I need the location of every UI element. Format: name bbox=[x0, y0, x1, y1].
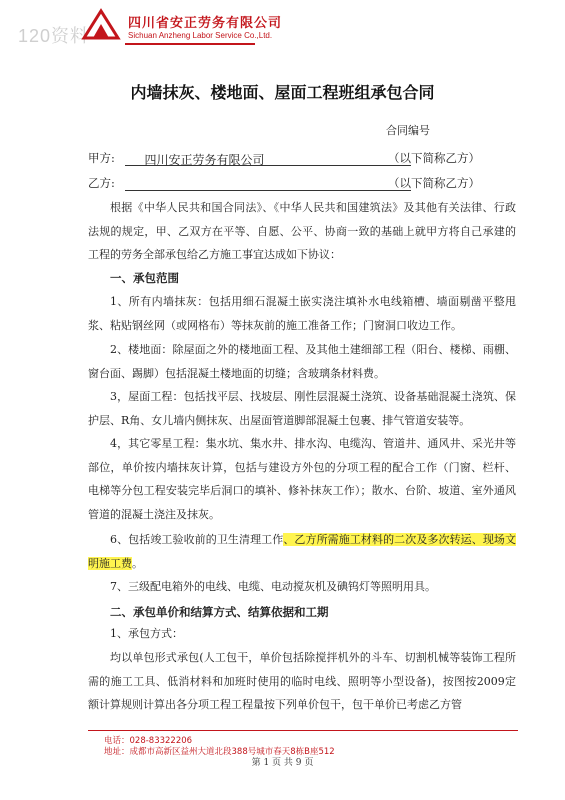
item-2: 2、楼地面：除屋面之外的楼地面工程、及其他土建细部工程（阳台、楼梯、雨棚、窗台面、踢脚）包括混凝土楼地面的切缝；含玻璃条材料费。 bbox=[88, 343, 516, 380]
page-number: 第 1 页 共 9 页 bbox=[251, 758, 314, 768]
party-b-note: （以下简称乙方） bbox=[388, 176, 480, 190]
intro-paragraph: 根据《中华人民共和国合同法》、《中华人民共和国建筑法》及其他有关法律、行政法规的规定，甲、乙双方在平等、自愿、公平、协商一致的基础上就甲方将自己承建的工程的劳务全部承包给乙方施工事宜达成如下协议： bbox=[88, 201, 516, 261]
item-6-highlight: 、乙方所需施工材料的二次及多次转运、现场文明施工费 bbox=[88, 533, 517, 570]
party-b-label: 乙方: bbox=[88, 176, 115, 190]
watermark-text: 120资料 bbox=[18, 26, 90, 46]
item-4: 4，其它零星工程：集水坑、集水井、排水沟、电缆沟、管道井、通风井、采光井等部位，单价按内墙抹灰计算，包括与建设方外包的分项工程的配合工作（门窗、栏杆、电梯等分包工程安装完毕后洞口的填补、修补抹灰工作）；散水、台阶、坡道、室外通风管道的混凝土浇注及抹灰。 bbox=[88, 437, 516, 521]
company-name-en: Sichuan Anzheng Labor Service Co.,Ltd. bbox=[128, 31, 273, 40]
sub-item-1: 1、承包方式： bbox=[110, 627, 183, 640]
party-a-label: 甲方: bbox=[88, 151, 115, 165]
item-6 bbox=[88, 528, 516, 575]
party-b-value bbox=[125, 176, 411, 191]
header-divider bbox=[125, 43, 255, 45]
item-1: 1、所有内墙抹灰：包括用细石混凝土嵌实浇注填补水电线箱槽、墙面剔凿平整甩浆、粘贴钢丝网（或网格布）等抹灰前的施工准备工作；门窗洞口收边工作。 bbox=[88, 295, 516, 332]
company-name-cn: 四川省安正劳务有限公司 bbox=[128, 16, 283, 31]
footer-divider bbox=[88, 730, 518, 731]
contract-terms-paragraph: 均以单包形式承包(人工包干，单价包括除搅拌机外的斗车、切割机械等装饰工程所需的施工工具、低消材料和加班时使用的临时电线、照明等小型设备)，按图按2009定额计算规则计算出各分项工程工程量按下列单价包干，包干单价已考虑乙方管 bbox=[88, 651, 516, 711]
item-6-end: 。 bbox=[132, 556, 143, 570]
document-title: 内墙抹灰、楼地面、屋面工程班组承包合同 bbox=[130, 83, 435, 102]
section-1-heading: 一、承包范围 bbox=[110, 271, 179, 285]
party-b-row bbox=[88, 175, 480, 191]
item-6-text: 6、包括竣工验收前的卫生清理工作 bbox=[110, 533, 284, 546]
section-2-heading: 二、承包单价和结算方式、结算依据和工期 bbox=[110, 605, 329, 619]
footer-address: 地址：成都市高新区益州大道北段388号城市春天8栋B座512 bbox=[104, 747, 335, 757]
footer-phone: 电话：028-83322206 bbox=[104, 736, 193, 746]
party-a-note: （以下简称乙方） bbox=[388, 151, 480, 165]
party-a-row bbox=[88, 150, 480, 167]
party-a-value: 四川安正劳务有限公司 bbox=[125, 151, 411, 166]
item-7: 7、三级配电箱外的电线、电缆、电动搅灰机及碘钨灯等照明用具。 bbox=[110, 580, 436, 593]
contract-number-label: 合同编号 bbox=[386, 124, 430, 137]
item-3: 3，屋面工程：包括找平层、找坡层、刚性层混凝土浇筑、设备基础混凝土浇筑、保护层、R角、女儿墙内侧抹灰、出屋面管道脚部混凝土包裹、排气管道安装等。 bbox=[88, 390, 516, 427]
company-logo-icon bbox=[80, 8, 122, 42]
